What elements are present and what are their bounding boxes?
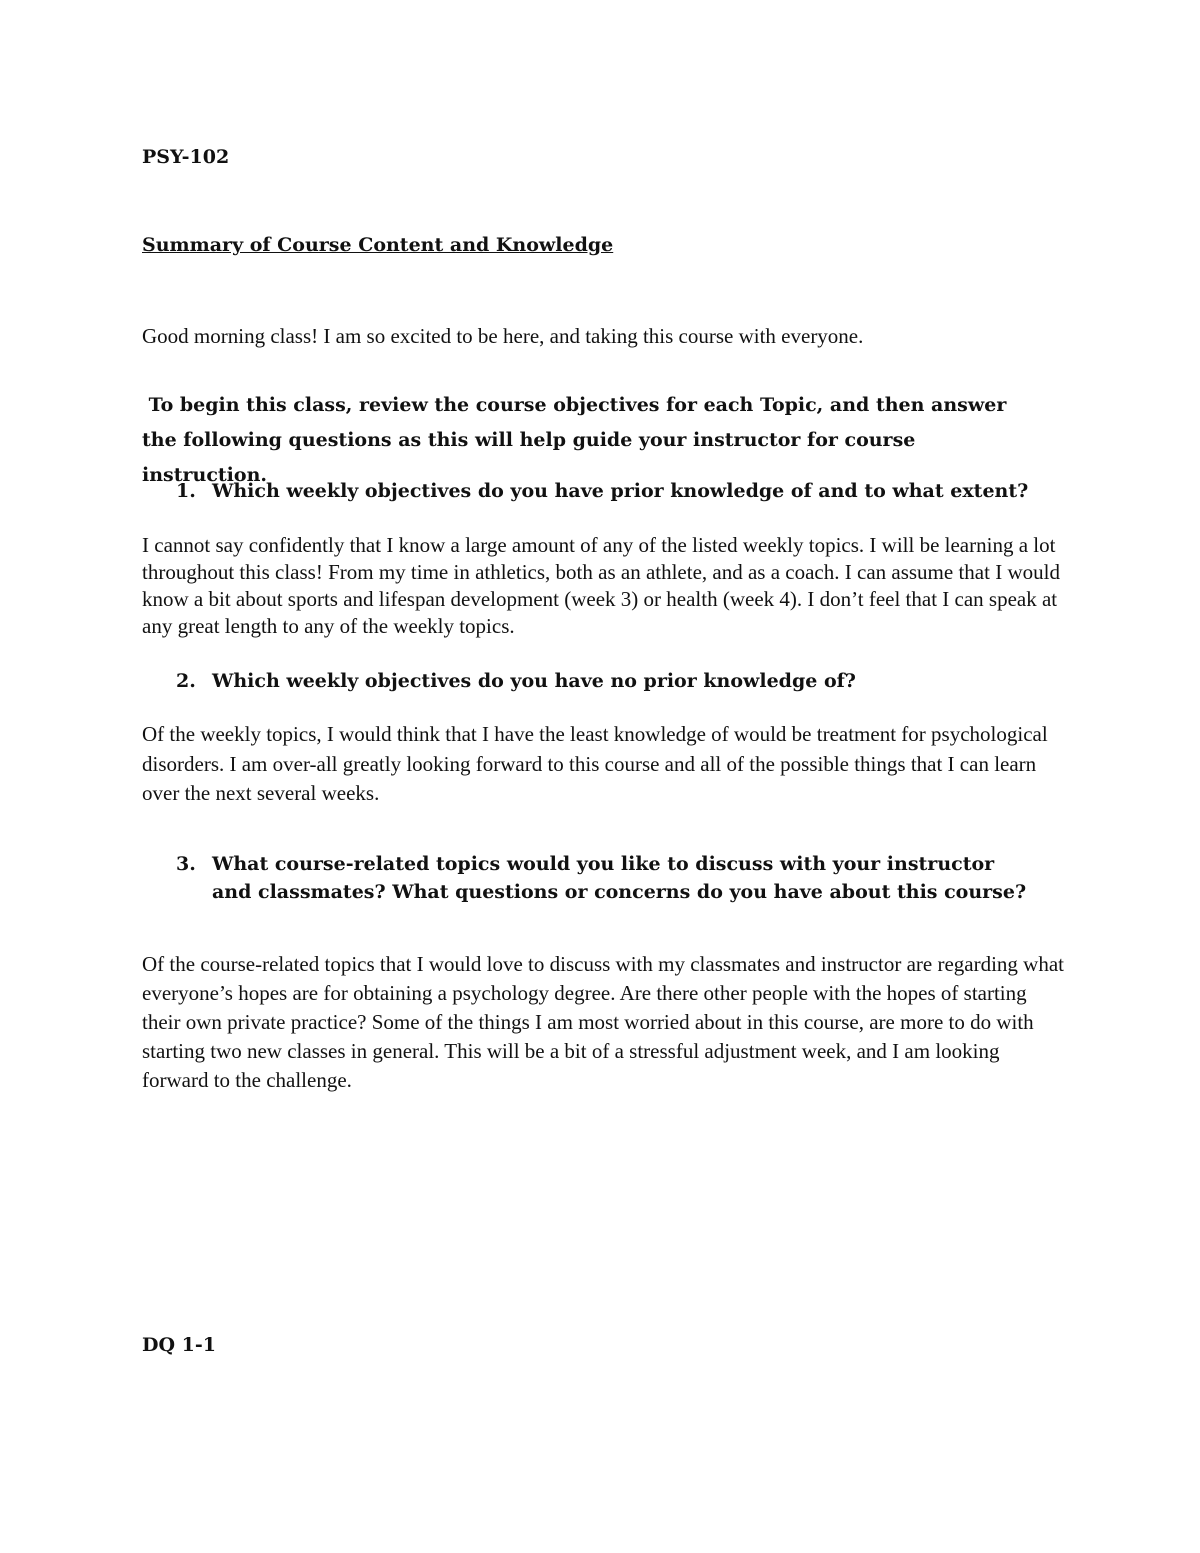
greeting-paragraph: Good morning class! I am so excited to be here, and taking this course with everyone. [142,324,864,348]
question-1 [176,477,1036,505]
course-code: PSY-102 [142,146,230,168]
question-text: Which weekly objectives do you have prior knowledge of and to what extent? [212,480,1029,502]
answer-3: Of the course-related topics that I would love to discuss with my classmates and instructor are regarding what everyone’s hopes are for obtaining a psychology degree. Are there other people with the hopes of starting their own private practice? Some of the things I am most worried about in this course, are more to do with starting two new classes in general. This will be a bit of a stressful adjustment week, and I am looking forward to the challenge. [142,952,1064,1092]
footer-code: DQ 1-1 [142,1334,216,1356]
question-text: What course-related topics would you like to discuss with your instructor and classmates? What questions or concerns do you have about this course? [212,853,1027,903]
answer-2: Of the weekly topics, I would think that I have the least knowledge of would be treatment for psychological disorders. I am over-all greatly looking forward to this course and all of the possible things that I can learn over the next several weeks. [142,722,1048,805]
answer-1: I cannot say confidently that I know a large amount of any of the listed weekly topics. I will be learning a lot throughout this class! From my time in athletics, both as an athlete, and as a coach. I can assume that I would know a bit about sports and lifespan development (week 3) or health (week 4). I don’t feel that I can speak at any great length to any of the weekly topics. [142,533,1060,638]
instructions-paragraph: To begin this class, review the course objectives for each Topic, and then answer the following questions as this will help guide your instructor for course instruction. [142,394,1013,486]
question-2 [176,667,1036,695]
question-text: Which weekly objectives do you have no prior knowledge of? [212,670,856,692]
question-number: 1. [176,480,196,502]
document-title: Summary of Course Content and Knowledge [142,234,614,256]
question-number: 2. [176,670,196,692]
question-number: 3. [176,853,196,875]
question-3 [176,850,1036,906]
